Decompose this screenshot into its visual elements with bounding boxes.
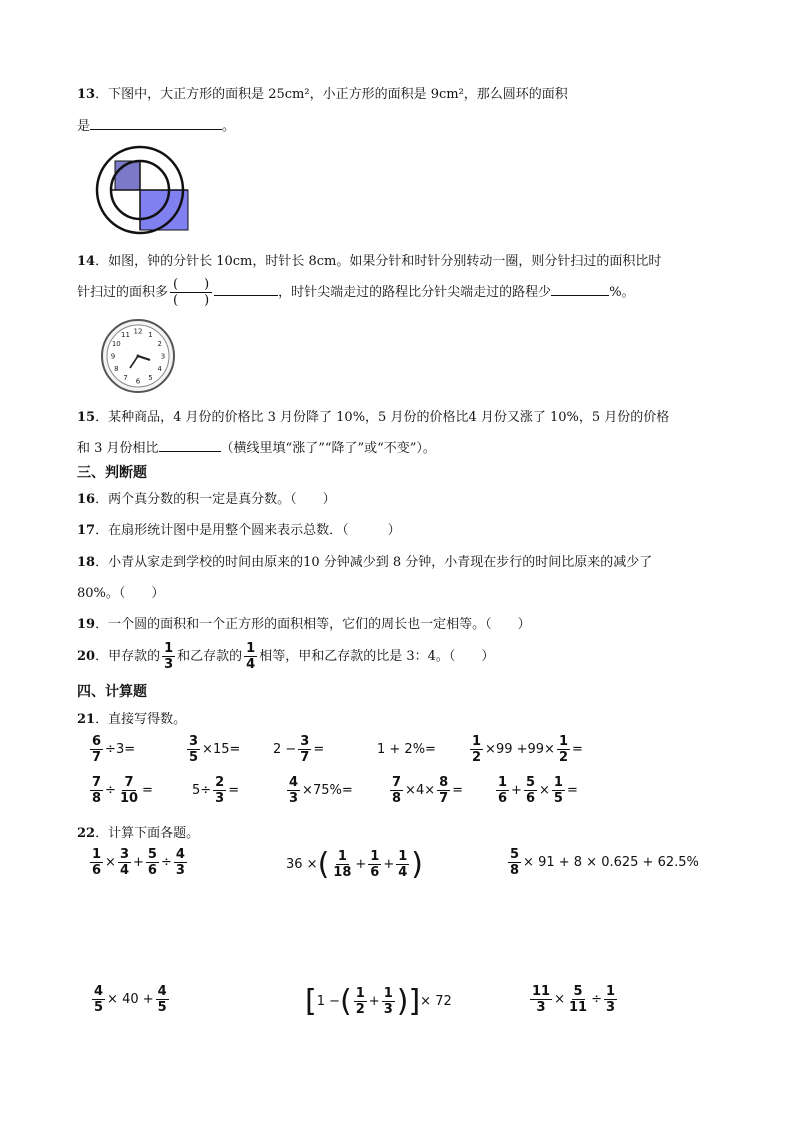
clock-numeral: 8 <box>114 365 119 373</box>
denominator: 4 <box>246 657 256 672</box>
calc-problem-4 <box>90 984 171 1015</box>
expression-text: × 72 <box>420 994 452 1009</box>
numerator: 3 <box>189 734 199 749</box>
denominator: 2 <box>472 750 482 765</box>
expression-text: 1 − <box>316 994 341 1009</box>
question-number: 18 <box>77 555 96 570</box>
clock-figure <box>100 318 176 394</box>
numerator: 8 <box>439 775 449 790</box>
clock-numeral: 6 <box>135 377 141 386</box>
question-13-line2 <box>77 115 235 134</box>
question-number: 16 <box>77 492 96 507</box>
denominator: 3 <box>164 657 174 672</box>
expression-text: + <box>383 857 395 872</box>
question-text: ．计算下面各题。 <box>95 826 200 841</box>
numerator: 1 <box>355 986 365 1001</box>
numerator: 2 <box>215 775 225 790</box>
expression-text: ÷ <box>105 783 116 798</box>
clock-numeral: 3 <box>160 352 166 361</box>
expression-text: ×75%= <box>302 783 353 798</box>
numerator: 7 <box>392 775 402 790</box>
expression-text: = <box>572 742 583 757</box>
denominator: 4 <box>398 865 408 880</box>
numerator: 1 <box>553 775 563 790</box>
large-square-shaded <box>140 190 188 230</box>
numerator: 3 <box>300 734 310 749</box>
clock-numeral: 1 <box>148 330 153 339</box>
clock-numeral: 9 <box>110 352 116 361</box>
denominator: 6 <box>525 791 535 806</box>
question-text: ．某种商品，4 月份的价格比 3 月份降了 10%，5 月份的价格比4 月份又涨了 10%，5 月份的价格 <box>95 410 670 425</box>
question-text: ．甲存款的 <box>95 649 161 664</box>
question-text: （横线里填“涨了”“降了”或“不变”）。 <box>220 441 436 456</box>
expression-text: = <box>228 783 240 798</box>
question-text: 是 <box>77 119 91 134</box>
numerator: 1 <box>398 849 408 864</box>
question-15-line2 <box>77 437 436 456</box>
numerator: 1 <box>246 641 256 656</box>
denominator: 5 <box>189 750 199 765</box>
denominator: 11 <box>569 1000 588 1015</box>
expression-text: + <box>368 994 380 1009</box>
calc-problem-5: [1 −( $\frac{1}{2}$ + $\frac{1}{3}$ )]× 72 <box>305 984 452 1019</box>
numerator: 7 <box>124 775 134 790</box>
expression-text: × <box>539 783 550 798</box>
expression-text: ×15= <box>202 742 241 757</box>
question-number: 15 <box>77 410 96 425</box>
question-text: ．小青从家走到学校的时间由原来的10 分钟减少到 8 分钟，小青现在步行的时间比原来的减少了 <box>95 555 653 570</box>
numerator: 4 <box>157 984 167 999</box>
numerator: 1 <box>558 734 568 749</box>
question-text: ．两个真分数的积一定是真分数。（ ） <box>95 492 336 507</box>
denominator: 3 <box>606 1000 616 1015</box>
calc-item <box>88 734 135 765</box>
calc-item <box>377 742 436 757</box>
question-number: 19 <box>77 617 96 632</box>
question-text: ．如图，钟的分针长 10cm，时针长 8cm。如果分针和时针分别转动一圈，则分针扫过的面积比时 <box>95 254 662 269</box>
question-18-line2 <box>77 582 164 601</box>
answer-blank[interactable] <box>214 281 278 296</box>
numerator: 3 <box>119 847 129 862</box>
denominator: 7 <box>300 750 310 765</box>
numerator: 11 <box>532 984 551 999</box>
expression-text: ×99 +99× <box>485 742 555 757</box>
question-21 <box>77 708 186 727</box>
numerator: 1 <box>472 734 482 749</box>
denominator: 5 <box>94 1000 104 1015</box>
question-number: 13 <box>77 87 96 102</box>
expression-text: 2 − <box>273 742 297 757</box>
clock-numeral: 12 <box>133 327 143 336</box>
fraction-blank-denominator: ( ) <box>173 293 210 308</box>
expression-text: ÷ <box>591 992 602 1007</box>
section-title: 四、计算题 <box>77 684 147 700</box>
question-number: 20 <box>77 649 96 664</box>
calc-item <box>468 734 583 765</box>
denominator: 2 <box>355 1002 365 1017</box>
question-text: 。 <box>222 119 236 134</box>
question-text: 和 3 月份相比 <box>77 441 159 456</box>
denominator: 8 <box>510 863 520 878</box>
question-15-line1 <box>77 406 669 425</box>
calc-item <box>192 775 239 806</box>
numerator: 5 <box>147 847 157 862</box>
question-text: 80%。（ ） <box>77 586 165 601</box>
question-number: 21 <box>77 712 96 727</box>
question-text: ．一个圆的面积和一个正方形的面积相等，它们的周长也一定相等。（ ） <box>95 617 531 632</box>
question-number: 14 <box>77 254 96 269</box>
numerator: 7 <box>92 775 102 790</box>
question-number: 17 <box>77 523 96 538</box>
expression-text: = <box>142 783 153 798</box>
expression-text: ÷ <box>160 855 172 870</box>
answer-blank[interactable] <box>90 115 222 130</box>
question-text: 相等，甲和乙存款的比是 3：4。（ ） <box>259 649 495 664</box>
numerator: 5 <box>573 984 583 999</box>
denominator: 5 <box>553 791 563 806</box>
expression-text: × 91 + 8 × 0.625 + 62.5% <box>523 855 699 870</box>
numerator: 1 <box>92 847 102 862</box>
denominator: 3 <box>215 791 225 806</box>
denominator: 3 <box>383 1002 393 1017</box>
denominator: 5 <box>157 1000 167 1015</box>
fraction-blank[interactable] <box>170 277 212 308</box>
denominator: 10 <box>119 791 139 806</box>
expression-text: + <box>355 857 367 872</box>
denominator: 3 <box>536 1000 546 1015</box>
question-text: ．下图中，大正方形的面积是 25cm²，小正方形的面积是 9cm²，那么圆环的面积 <box>95 87 568 102</box>
fraction-blank-numerator: ( ) <box>170 277 212 293</box>
expression-text: × <box>105 855 116 870</box>
numerator: 1 <box>164 641 174 656</box>
numerator: 1 <box>383 986 393 1001</box>
denominator: 3 <box>289 791 299 806</box>
expression-text: = <box>313 742 325 757</box>
question-16 <box>77 488 336 507</box>
expression-text: = <box>566 783 578 798</box>
question-text: ，时针尖端走过的路程比分针尖端走过的路程少 <box>278 285 552 300</box>
question-text: 针扫过的面积多 <box>77 285 169 300</box>
denominator: 6 <box>92 863 102 878</box>
expression-text: 5÷ <box>192 783 212 798</box>
question-13-line1 <box>77 83 568 102</box>
calc-problem-1 <box>88 847 189 878</box>
question-22 <box>77 822 199 841</box>
small-square-shaded <box>115 161 140 190</box>
calc-problem-2: 36 ×( $\frac{1}{18}$ + $\frac{1}{6}$ + $\frac{1}{4}$ ) <box>286 847 424 882</box>
denominator: 8 <box>92 791 102 806</box>
numerator: 1 <box>498 775 508 790</box>
denominator: 7 <box>92 750 102 765</box>
question-18-line1 <box>77 551 652 570</box>
calc-item <box>494 775 578 806</box>
denominator: 8 <box>392 791 402 806</box>
question-number: 22 <box>77 826 96 841</box>
calc-item <box>185 734 240 765</box>
numerator: 4 <box>289 775 299 790</box>
expression-text: = <box>452 783 464 798</box>
question-17 <box>77 519 401 538</box>
answer-blank[interactable] <box>551 281 609 296</box>
calc-item <box>388 775 463 806</box>
calc-problem-3 <box>506 847 699 878</box>
numerator: 6 <box>92 734 102 749</box>
clock-numeral: 2 <box>157 340 162 348</box>
fraction <box>162 641 175 672</box>
question-14-line2 <box>77 277 635 308</box>
clock-numeral: 4 <box>157 365 162 373</box>
expression-text: × <box>554 992 565 1007</box>
denominator: 18 <box>333 865 352 880</box>
clock-numeral: 10 <box>111 340 121 348</box>
question-20 <box>77 641 494 672</box>
numerator: 1 <box>337 849 347 864</box>
question-19 <box>77 613 531 632</box>
numerator: 5 <box>525 775 535 790</box>
denominator: 6 <box>147 863 157 878</box>
calc-item <box>88 775 153 806</box>
clock-numeral: 11 <box>121 330 130 339</box>
ring-square-figure <box>95 145 195 235</box>
expression-text: 36 × <box>286 857 318 872</box>
calc-item <box>273 734 324 765</box>
expression-text: ÷3= <box>105 742 136 757</box>
question-text: 和乙存款的 <box>177 649 243 664</box>
section-title: 三、判断题 <box>77 465 147 481</box>
question-text: ．在扇形统计图中是用整个圆来表示总数．（ ） <box>95 523 401 538</box>
denominator: 4 <box>119 863 129 878</box>
clock-numeral: 7 <box>123 374 128 383</box>
expression-text: 1 + 2%= <box>377 742 436 757</box>
denominator: 3 <box>175 863 185 878</box>
expression-text: + <box>133 855 144 870</box>
question-14-line1 <box>77 250 661 269</box>
question-text: %。 <box>609 285 635 300</box>
fraction <box>244 641 257 672</box>
denominator: 6 <box>370 865 380 880</box>
numerator: 4 <box>175 847 185 862</box>
numerator: 5 <box>510 847 520 862</box>
calc-problem-6 <box>528 984 619 1015</box>
question-text: ．直接写得数。 <box>95 712 187 727</box>
expression-text: + <box>511 783 522 798</box>
denominator: 7 <box>439 791 449 806</box>
answer-blank[interactable] <box>159 437 221 452</box>
denominator: 6 <box>498 791 508 806</box>
expression-text: × 40 + <box>107 992 154 1007</box>
numerator: 4 <box>94 984 104 999</box>
expression-text: ×4× <box>405 783 436 798</box>
numerator: 1 <box>606 984 616 999</box>
denominator: 2 <box>558 750 568 765</box>
calc-item <box>285 775 353 806</box>
clock-numeral: 5 <box>148 374 153 383</box>
numerator: 1 <box>370 849 380 864</box>
